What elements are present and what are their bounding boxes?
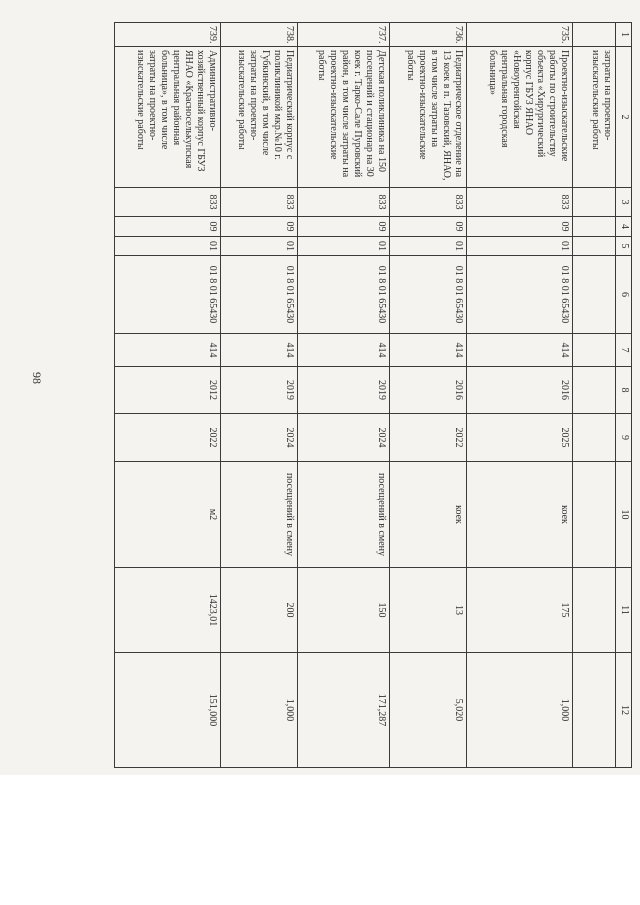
table-row — [115, 23, 221, 768]
code-4-cell: 09 — [220, 217, 297, 237]
code-6-cell: 01 8 01 65430 — [115, 256, 221, 334]
page-number: 98 — [30, 372, 44, 384]
code-7-cell: 414 — [389, 334, 466, 367]
object-name-cell: Административно-хозяйственный корпус ГБУЗ ЯНАО «Красноселькупская центральная районная больница», в том числе затраты на проектно-изыскательские работы — [115, 47, 221, 188]
start-year-cell: 2016 — [467, 367, 573, 414]
header-cell: 3 — [616, 188, 632, 217]
code-6-cell: 01 8 01 65430 — [467, 256, 573, 334]
end-year-cell: 2024 — [220, 414, 297, 462]
code-4-cell: 09 — [389, 217, 466, 237]
header-cell: 2 — [616, 47, 632, 188]
amount-cell: 1,000 — [220, 653, 297, 768]
capacity-cell: 1423,01 — [115, 568, 221, 653]
register-table — [114, 22, 632, 768]
row-number-cell: 739. — [115, 23, 221, 47]
unit-cell: посещений в смену — [298, 462, 390, 568]
object-name-cell: Педиатрическое отделение на 13 коек в п. Тазовский, ЯНАО, в том числе затраты на проектно-изыскательские работы — [389, 47, 466, 188]
code-3-cell: 833 — [115, 188, 221, 217]
header-cell: 5 — [616, 237, 632, 256]
unit-cell: коек — [467, 462, 573, 568]
code-6-cell: 01 8 01 65430 — [298, 256, 390, 334]
end-year-cell: 2025 — [467, 414, 573, 462]
code-4-cell: 09 — [115, 217, 221, 237]
code-4-cell: 09 — [298, 217, 390, 237]
start-year-cell: 2012 — [115, 367, 221, 414]
start-year-cell: 2016 — [389, 367, 466, 414]
amount-cell: 5,020 — [389, 653, 466, 768]
header-row — [616, 23, 632, 768]
table-row — [467, 23, 573, 768]
code-3-cell: 833 — [220, 188, 297, 217]
start-year-cell: 2019 — [298, 367, 390, 414]
header-cell: 1 — [616, 23, 632, 47]
code-6-cell: 01 8 01 65430 — [220, 256, 297, 334]
object-name-cell: Педиатрический корпус с поликлиникой мкр.№10 г. Губкинский, в том числе затраты на проектно-изыскательские работы — [220, 47, 297, 188]
capacity-cell: 150 — [298, 568, 390, 653]
header-cell: 9 — [616, 414, 632, 462]
unit-cell: м2 — [115, 462, 221, 568]
unit-cell: посещений в смену — [220, 462, 297, 568]
code-6-cell: 01 8 01 65430 — [389, 256, 466, 334]
header-cell: 12 — [616, 653, 632, 768]
code-3-cell: 833 — [389, 188, 466, 217]
unit-cell: коек — [389, 462, 466, 568]
row-number-cell: 738. — [220, 23, 297, 47]
code-5-cell: 01 — [298, 237, 390, 256]
row-number-cell: 736. — [389, 23, 466, 47]
code-5-cell: 01 — [220, 237, 297, 256]
object-name-cell: Детская поликлиника на 150 посещений и стационар на 30 коек г. Тарко-Сале Пуровский район, в том числе затраты на проектно-изыскательские работы — [298, 47, 390, 188]
row-number-cell: 737. — [298, 23, 390, 47]
capacity-cell: 13 — [389, 568, 466, 653]
header-cell: 6 — [616, 256, 632, 334]
header-cell: 11 — [616, 568, 632, 653]
table-row — [389, 23, 466, 768]
code-3-cell: 833 — [467, 188, 573, 217]
code-7-cell: 414 — [220, 334, 297, 367]
code-7-cell: 414 — [115, 334, 221, 367]
end-year-cell: 2022 — [115, 414, 221, 462]
end-year-cell: 2022 — [389, 414, 466, 462]
code-3-cell: 833 — [298, 188, 390, 217]
code-4-cell: 09 — [467, 217, 573, 237]
amount-cell: 171,287 — [298, 653, 390, 768]
object-name-cell: Проектно-изыскательские работы по строительству объекта «Хирургический корпус ГБУЗ ЯНАО «Новоуренгойская центральная городская больница» — [467, 47, 573, 188]
capacity-cell: 200 — [220, 568, 297, 653]
continuation-row — [573, 23, 616, 768]
code-7-cell: 414 — [467, 334, 573, 367]
header-cell: 4 — [616, 217, 632, 237]
start-year-cell: 2019 — [220, 367, 297, 414]
capacity-cell: 175 — [467, 568, 573, 653]
table-row — [220, 23, 297, 768]
end-year-cell: 2024 — [298, 414, 390, 462]
continuation-text: затраты на проектно-изыскательские работы — [573, 47, 616, 188]
header-cell: 7 — [616, 334, 632, 367]
header-cell: 10 — [616, 462, 632, 568]
code-5-cell: 01 — [115, 237, 221, 256]
code-5-cell: 01 — [467, 237, 573, 256]
amount-cell: 1,000 — [467, 653, 573, 768]
rotated-table-wrapper — [114, 22, 632, 767]
table-row — [298, 23, 390, 768]
header-cell: 8 — [616, 367, 632, 414]
code-5-cell: 01 — [389, 237, 466, 256]
code-7-cell: 414 — [298, 334, 390, 367]
amount-cell: 151,000 — [115, 653, 221, 768]
row-number-cell: 735. — [467, 23, 573, 47]
